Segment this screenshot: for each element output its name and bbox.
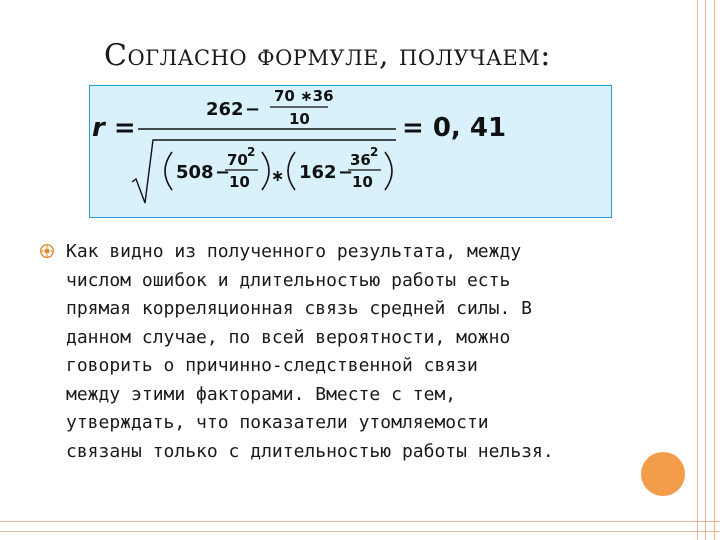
body-line: связаны только с длительностью работы нельзя. — [66, 440, 554, 462]
frame-line-vertical-3 — [714, 0, 715, 540]
paren-right-b — [385, 152, 392, 190]
den-a-minus: − — [215, 162, 231, 183]
paren-right-a — [262, 152, 269, 190]
numerator-value: 262 — [206, 99, 244, 120]
body-line: говорить о причинно-следственной связи — [66, 355, 478, 376]
body-line: Как видно из полученного результата, между — [66, 241, 522, 262]
den-a-value: 508 — [176, 162, 214, 183]
correlation-formula — [90, 86, 613, 219]
body-line: прямая корреляционная связь средней силы. В — [66, 298, 532, 319]
den-b-minus: − — [338, 162, 354, 183]
den-b-frac-den: 10 — [352, 173, 373, 191]
den-b-value: 162 — [299, 162, 337, 183]
sun-bullet-icon — [40, 244, 54, 258]
body-line: утверждать, что показатели утомляемости — [66, 412, 489, 433]
inner-fraction-denominator: 10 — [289, 110, 310, 128]
square-root-sign — [132, 140, 396, 203]
frame-line-horizontal-1 — [0, 521, 720, 522]
frame-line-vertical-1 — [697, 0, 698, 540]
formula-box — [89, 85, 612, 218]
inner-fraction-numerator: 70 ∗36 — [274, 87, 334, 105]
den-b-frac-num: 36 — [350, 151, 371, 169]
frame-line-horizontal-2 — [0, 531, 720, 532]
body-line: данном случае, по всей вероятности, можно — [66, 326, 511, 348]
paren-left-a — [165, 152, 172, 190]
multiply-sign: ∗ — [271, 166, 285, 185]
decorative-orange-circle — [641, 452, 685, 496]
body-line: числом ошибок и длительностью работы есть — [66, 269, 511, 291]
body-text — [66, 238, 646, 466]
paren-left-b — [288, 152, 295, 190]
den-a-frac-num: 70 — [227, 151, 248, 169]
numerator-minus: − — [245, 99, 261, 120]
den-b-frac-exp: 2 — [370, 145, 379, 159]
den-a-frac-exp: 2 — [247, 145, 256, 159]
formula-result: = 0, 41 — [402, 113, 507, 143]
frame-line-vertical-2 — [705, 0, 706, 540]
formula-lhs: r = — [92, 113, 136, 143]
body-line: между этими факторами. Вместе с тем, — [66, 383, 457, 405]
slide-title: Согласно формуле, получаем: — [104, 38, 551, 73]
den-a-frac-den: 10 — [229, 173, 250, 191]
